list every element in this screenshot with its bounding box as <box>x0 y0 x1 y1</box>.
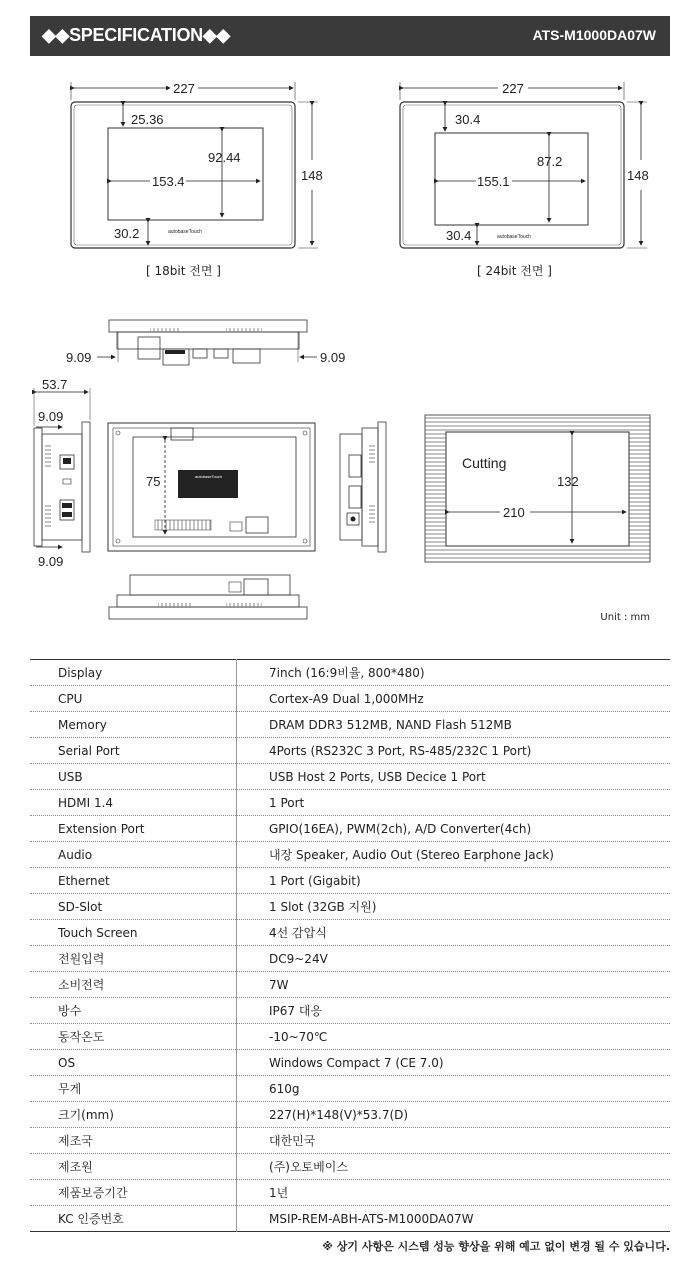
spec-table <box>30 659 670 1232</box>
spec-row <box>30 842 670 868</box>
spec-row <box>30 1076 670 1102</box>
spec-value: 7W <box>237 972 671 998</box>
spec-value: -10~70℃ <box>237 1024 671 1050</box>
front24-width: 227 <box>502 81 524 96</box>
side-top-offset: 9.09 <box>38 409 64 424</box>
disclaimer-note: ※ 상기 사항은 시스템 성능 향상을 위해 예고 없이 변경 될 수 있습니다. <box>322 1240 670 1253</box>
spec-row <box>30 1128 670 1154</box>
spec-key: USB <box>30 764 237 790</box>
model-number: ATS-M1000DA07W <box>532 27 656 43</box>
right-side-drawing <box>340 422 386 552</box>
spec-key: HDMI 1.4 <box>30 790 237 816</box>
spec-key: OS <box>30 1050 237 1076</box>
banner-title: ◆◆SPECIFICATION◆◆ <box>42 25 230 45</box>
spec-value: USB Host 2 Ports, USB Decice 1 Port <box>237 764 671 790</box>
spec-value: 4선 감압식 <box>237 920 671 946</box>
spec-key: 소비전력 <box>30 972 237 998</box>
spec-key: 제조국 <box>30 1128 237 1154</box>
spec-row <box>30 790 670 816</box>
spec-key: 제조원 <box>30 1154 237 1180</box>
spec-row <box>30 686 670 712</box>
spec-row <box>30 1180 670 1206</box>
cutting-label: Cutting <box>462 455 507 471</box>
front24-top-margin: 30.4 <box>455 112 481 127</box>
spec-row <box>30 972 670 998</box>
spec-key: Display <box>30 660 237 686</box>
depth-dim: 53.7 <box>42 377 68 392</box>
front24-caption: [ 24bit 전면 ] <box>477 264 552 278</box>
spec-value: DRAM DDR3 512MB, NAND Flash 512MB <box>237 712 671 738</box>
front24-brand: autobaseTouch <box>497 234 531 240</box>
spec-value: IP67 대응 <box>237 998 671 1024</box>
front18-bottom-margin: 30.2 <box>114 226 140 241</box>
spec-key: Touch Screen <box>30 920 237 946</box>
spec-value: DC9~24V <box>237 946 671 972</box>
spec-value: 1 Slot (32GB 지원) <box>237 894 671 920</box>
spec-row <box>30 946 670 972</box>
spec-key: 방수 <box>30 998 237 1024</box>
front18-active-width: 153.4 <box>152 174 185 189</box>
unit-label: Unit : mm <box>600 612 650 623</box>
spec-row <box>30 1050 670 1076</box>
spec-value: 1 Port <box>237 790 671 816</box>
spec-key: 전원입력 <box>30 946 237 972</box>
bottom-view-drawing <box>109 575 307 619</box>
side-bottom-offset: 9.09 <box>38 554 64 569</box>
front18-caption: [ 18bit 전면 ] <box>146 264 221 278</box>
spec-key: Ethernet <box>30 868 237 894</box>
front24-height: 148 <box>627 168 649 183</box>
spec-row <box>30 1024 670 1050</box>
spec-row <box>30 1102 670 1128</box>
spec-value: 4Ports (RS232C 3 Port, RS-485/232C 1 Port) <box>237 738 671 764</box>
front18-width: 227 <box>173 81 195 96</box>
rear-brand: autobaseTouch <box>195 474 223 479</box>
spec-value: Windows Compact 7 (CE 7.0) <box>237 1050 671 1076</box>
spec-key: KC 인증번호 <box>30 1206 237 1232</box>
front24-bottom-margin: 30.4 <box>446 228 472 243</box>
spec-row <box>30 738 670 764</box>
spec-value: 대한민국 <box>237 1128 671 1154</box>
cut-height: 132 <box>557 474 579 489</box>
spec-key: Audio <box>30 842 237 868</box>
spec-key: Serial Port <box>30 738 237 764</box>
spec-value: GPIO(16EA), PWM(2ch), A/D Converter(4ch) <box>237 816 671 842</box>
left-side-drawing <box>34 377 90 569</box>
spec-value: 1년 <box>237 1180 671 1206</box>
cut-width: 210 <box>503 505 525 520</box>
spec-value: 7inch (16:9비율, 800*480) <box>237 660 671 686</box>
spec-value: MSIP-REM-ABH-ATS-M1000DA07W <box>237 1206 671 1232</box>
spec-row <box>30 920 670 946</box>
spec-row <box>30 998 670 1024</box>
front24-active-width: 155.1 <box>477 174 510 189</box>
spec-key: SD-Slot <box>30 894 237 920</box>
spec-value: 227(H)*148(V)*53.7(D) <box>237 1102 671 1128</box>
spec-row <box>30 764 670 790</box>
spec-key: 동작온도 <box>30 1024 237 1050</box>
front18-top-margin: 25.36 <box>131 112 164 127</box>
top-right-offset: 9.09 <box>320 350 346 365</box>
spec-key: 무게 <box>30 1076 237 1102</box>
spec-row <box>30 816 670 842</box>
spec-row <box>30 1154 670 1180</box>
spec-key: 제품보증기간 <box>30 1180 237 1206</box>
spec-row <box>30 894 670 920</box>
rear-height: 75 <box>146 474 161 489</box>
spec-value: Cortex-A9 Dual 1,000MHz <box>237 686 671 712</box>
cutting-view-drawing <box>425 415 650 562</box>
spec-row <box>30 1206 670 1232</box>
front-18bit-drawing <box>71 81 323 248</box>
spec-row <box>30 868 670 894</box>
spec-key: CPU <box>30 686 237 712</box>
top-view-drawing <box>66 320 345 365</box>
front24-active-height: 87.2 <box>537 154 563 169</box>
spec-key: Extension Port <box>30 816 237 842</box>
spec-key: 크기(mm) <box>30 1102 237 1128</box>
spec-value: 1 Port (Gigabit) <box>237 868 671 894</box>
front18-active-height: 92.44 <box>208 150 241 165</box>
spec-value: 내장 Speaker, Audio Out (Stereo Earphone Jack) <box>237 842 671 868</box>
spec-row <box>30 660 670 686</box>
spec-row <box>30 712 670 738</box>
spec-key: Memory <box>30 712 237 738</box>
front-24bit-drawing <box>400 81 649 248</box>
spec-value: 610g <box>237 1076 671 1102</box>
top-left-offset: 9.09 <box>66 350 92 365</box>
front18-height: 148 <box>301 168 323 183</box>
front18-brand: autobaseTouch <box>168 229 202 235</box>
spec-value: (주)오토베이스 <box>237 1154 671 1180</box>
rear-view-drawing <box>108 423 315 551</box>
